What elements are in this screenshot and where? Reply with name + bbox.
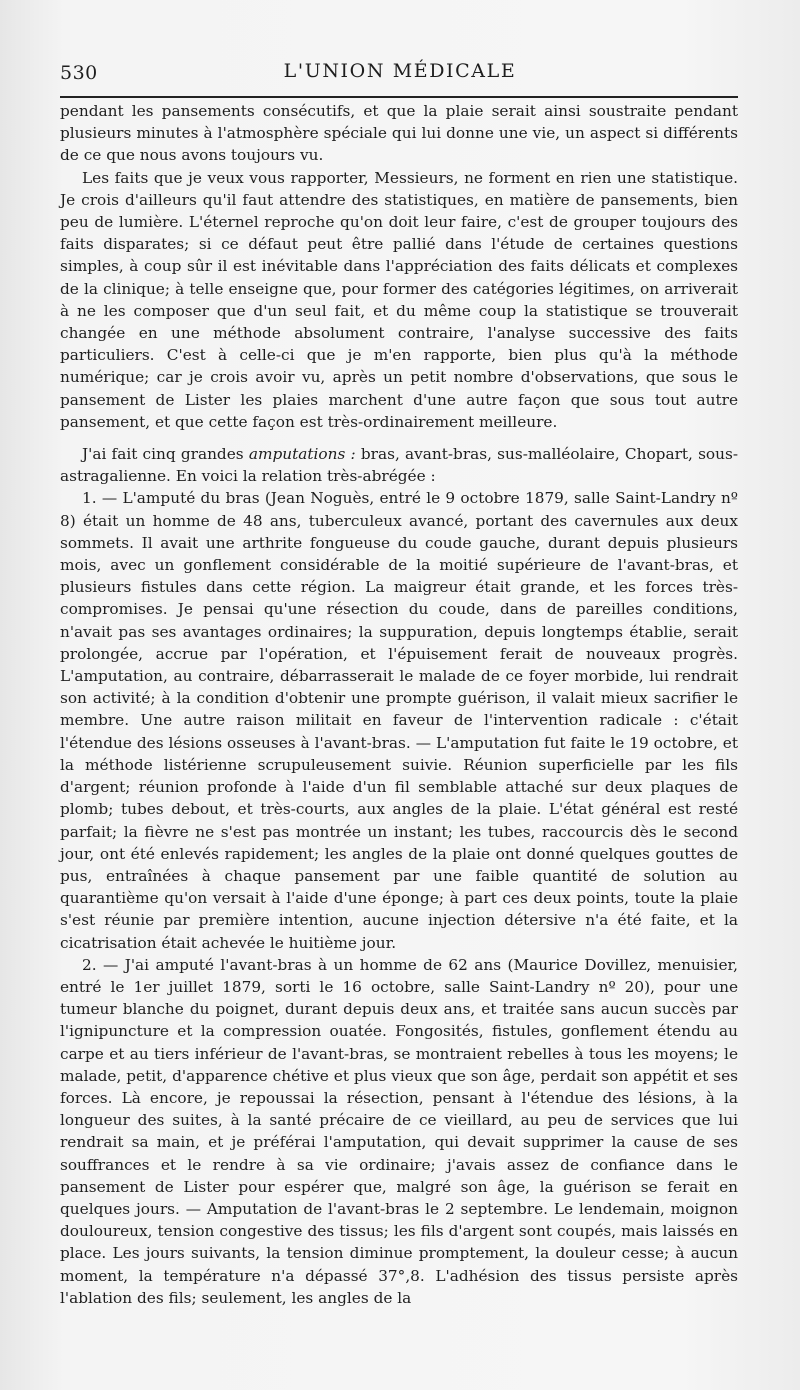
paragraph-continuation: pendant les pansements consécutifs, et que la plaie serait ainsi soustraite pendant plusieurs minutes à l'atmosphère spéciale qui lui donne une vie, un aspect si différents de ce que nous avons toujours vu. (60, 102, 738, 165)
paragraph-case-2: 2. — J'ai amputé l'avant-bras à un homme de 62 ans (Maurice Dovillez, menuisier, entré le 1er juillet 1879, sorti le 16 octobre, salle Saint-Landry nº 20), pour une tumeur blanche du poignet, durant depuis deux ans, et traitée sans aucun succès par l'ignipuncture et la compression ouatée. Fongosités, fistules, gonflement étendu au carpe et au tiers inférieur de l'avant-bras, se montraient rebelles à tous les moyens; le malade, petit, d'apparence chétive et plus vieux que son âge, perdait son appétit et ses forces. Là encore, je repoussai la résection, pensant à l'étendue des lésions, à la longueur des suites, à la santé précaire de ce vieillard, au peu de services que lui rendrait sa main, et je préférai l'amputation, qui devait supprimer la cause de ses souffrances et le rendre à sa vie ordinaire; j'avais assez de confiance dans le pansement de Lister pour espérer que, malgré son âge, la guérison se ferait en quelques jours. — Amputation de l'avant-bras le 2 septembre. Le lendemain, moignon douloureux, tension congestive des tissus; les fils d'argent sont coupés, mais laissés en place. Les jours suivants, la tension diminue promptement, la douleur cesse; à aucun moment, la température n'a dépassé 37°,8. L'adhésion des tissus persiste après l'ablation des fils; seulement, les angles de la (60, 955, 738, 1307)
intro-emphasis: amputations : (248, 445, 356, 464)
page-header (60, 58, 740, 90)
paragraph-amputations-intro (60, 443, 738, 487)
running-title: L'UNION MÉDICALE (283, 60, 517, 82)
paragraph-statistics: Les faits que je veux vous rapporter, Messieurs, ne forment en rien une statistique. Je crois d'ailleurs qu'il faut attendre des statistiques, en matière de pansements, bien peu de lumière. L'éternel reproche qu'on doit leur faire, c'est de grouper toujours des faits disparates; si ce défaut peut être pallié dans l'étude de certaines questions simples, à coup sûr il est inévitable dans l'appréciation des faits délicats et complexes de la clinique; à telle enseigne que, pour former des catégories légitimes, on arriverait à ne les composer que d'un seul fait, et du même coup la statistique se trouverait changée en une méthode absolument contraire, l'analyse successive des faits particuliers. C'est à celle-ci que je m'en rapporte, bien plus qu'à la méthode numérique; car je crois avoir vu, après un petit nombre d'observations, que sous le pansement de Lister les plaies marchent d'une autre façon que sous tout autre pansement, et que cette façon est très-ordinairement meilleure. (60, 168, 738, 431)
intro-lead: J'ai fait cinq grandes (82, 445, 244, 464)
page-number: 530 (60, 62, 98, 84)
header-rule (60, 96, 738, 98)
paragraph-case-1: 1. — L'amputé du bras (Jean Noguès, entré le 9 octobre 1879, salle Saint-Landry nº 8) était un homme de 48 ans, tuberculeux avancé, portant des cavernules aux deux sommets. Il avait une arthrite fongueuse du coude gauche, durant depuis plusieurs mois, avec un gonflement considérable de la moitié supérieure de l'avant-bras, et plusieurs fistules dans cette région. La maigreur était grande, et les forces très-compromises. Je pensai qu'une résection du coude, dans de pareilles conditions, n'avait pas ses avantages ordinaires; la suppuration, depuis longtemps établie, serait prolongée, accrue par l'opération, et l'épuisement ferait de nouveaux progrès. L'amputation, au contraire, débarrasserait le malade de ce foyer morbide, lui rendrait son activité; à la condition d'obtenir une prompte guérison, il valait mieux sacrifier le membre. Une autre raison militait en faveur de l'intervention radicale : c'était l'étendue des lésions osseuses à l'avant-bras. — L'amputation fut faite le 19 octobre, et la méthode listérienne scrupuleusement suivie. Réunion superficielle par les fils d'argent; réunion profonde à l'aide d'un fil semblable attaché sur deux plaques de plomb; tubes debout, et très-courts, aux angles de la plaie. L'état général est resté parfait; la fièvre ne s'est pas montrée un instant; les tubes, raccourcis dès le second jour, ont été enlevés rapidement; les angles de la plaie ont donné quelques gouttes de pus, entraînées à chaque pansement par une faible quantité de solution au quarantième qu'on versait à l'aide d'une éponge; à part ces deux points, toute la plaie s'est réunie par première intention, aucune injection détersive n'a été faite, et la cicatrisation était achevée le huitième jour. (60, 489, 738, 952)
intro-tail: bras, avant-bras, sus-malléolaire, Chopart, sous-astragalienne. En voici la relation très-abrégée : (60, 445, 739, 486)
body-text (60, 100, 738, 1309)
